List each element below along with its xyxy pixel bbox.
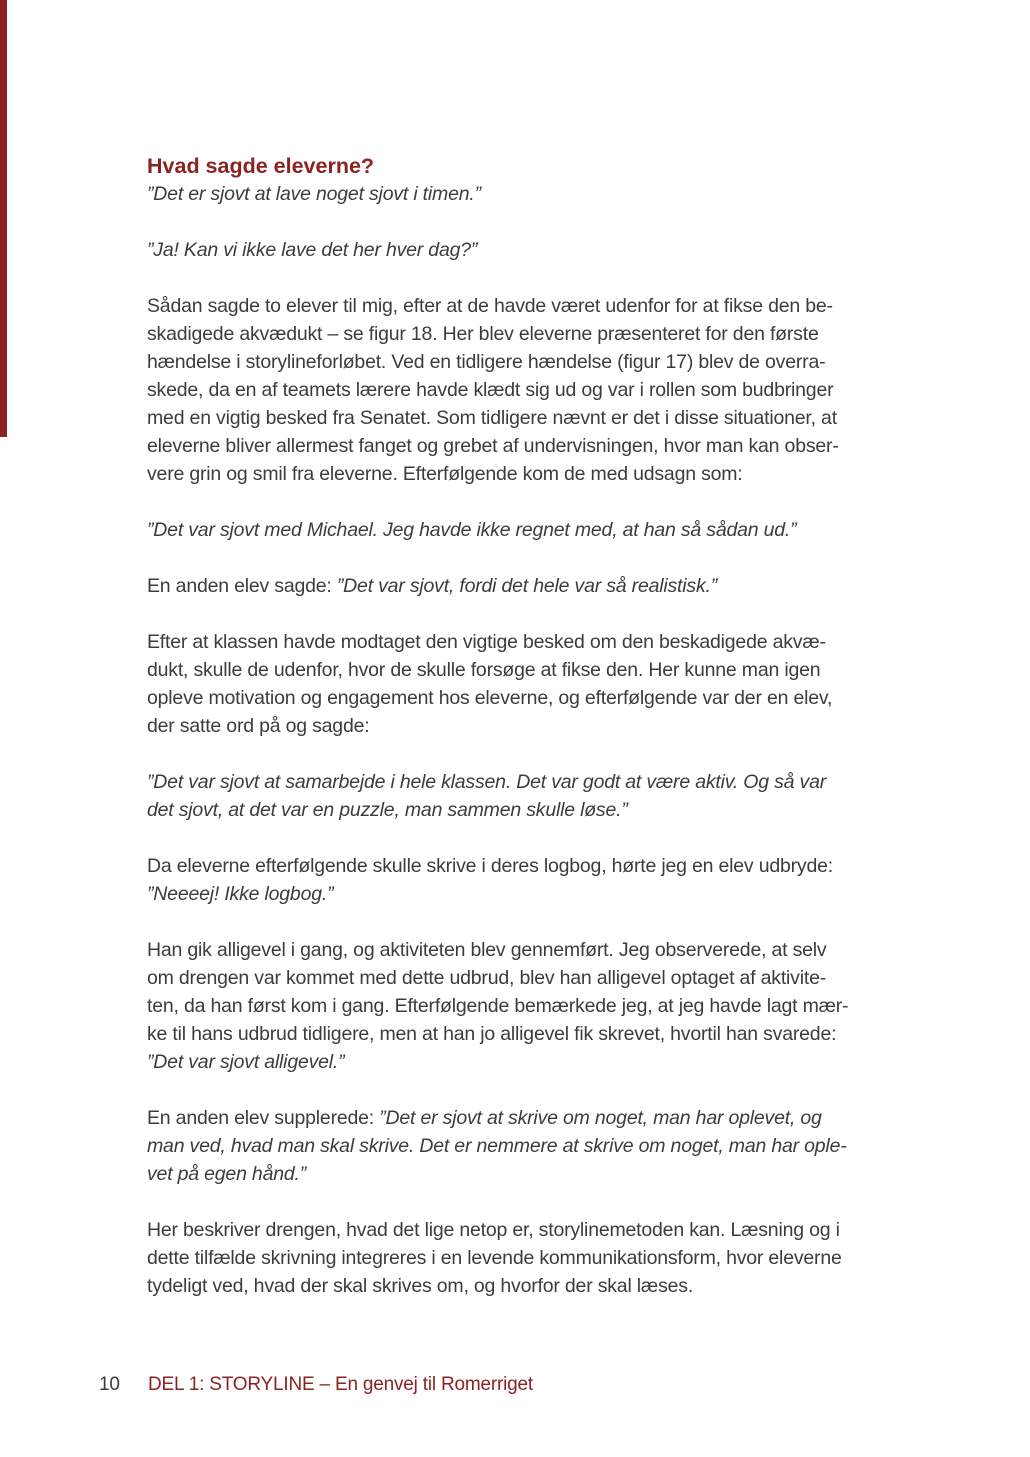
- paragraph-line: Da eleverne efterfølgende skulle skrive i deres logbog, hørte jeg en elev udbryde:: [147, 855, 833, 877]
- paragraph-line: Efter at klassen havde modtaget den vigtige besked om den beskadigede akvæ-: [147, 631, 826, 653]
- quote-lead-text: En anden elev sagde:: [147, 575, 337, 597]
- paragraph-line: opleve motivation og engagement hos eleverne, og efterfølgende var der en elev,: [147, 687, 833, 709]
- paragraph-line: der satte ord på og sagde:: [147, 715, 370, 737]
- pupil-quote-3: ”Det var sjovt med Michael. Jeg havde ikke regnet med, at han så sådan ud.”: [147, 519, 797, 541]
- paragraph-3: [147, 936, 887, 1076]
- paragraph-4: [147, 1216, 887, 1300]
- paragraph-line: vere grin og smil fra eleverne. Efterfølgende kom de med udsagn som:: [147, 463, 743, 485]
- pupil-quote-1: ”Det er sjovt at lave noget sjovt i timen.”: [147, 183, 481, 205]
- paragraph-line: dukt, skulle de udenfor, hvor de skulle forsøge at fikse den. Her kunne man igen: [147, 659, 821, 681]
- paragraph-line: skede, da en af teamets lærere havde klædt sig ud og var i rollen som budbringer: [147, 379, 834, 401]
- paragraph-line: med en vigtig besked fra Senatet. Som tidligere nævnt er det i disse situationer, at: [147, 407, 837, 429]
- paragraph-line: skadigede akvædukt – se figur 18. Her blev eleverne præsenteret for den første: [147, 323, 819, 345]
- footer-running-title: DEL 1: STORYLINE – En genvej til Romerriget: [148, 1374, 533, 1395]
- quote-line: det sjovt, at det var en puzzle, man sammen skulle løse.”: [147, 799, 628, 821]
- quote-lead-text: En anden elev supplerede:: [147, 1107, 380, 1129]
- quote-italic-text: ”Det var sjovt, fordi det hele var så realistisk.”: [336, 575, 718, 597]
- paragraph-logbog: [147, 852, 887, 908]
- pupil-quote-4-with-lead: [147, 572, 887, 600]
- accent-bar: [0, 0, 7, 437]
- paragraph-line: om drengen var kommet med dette udbrud, blev han alligevel optaget af aktivite-: [147, 967, 827, 989]
- paragraph-2: [147, 628, 887, 740]
- paragraph-line: ke til hans udbrud tidligere, men at han jo alligevel fik skrevet, hvortil han svarede:: [147, 1023, 837, 1045]
- pupil-quote-2: ”Ja! Kan vi ikke lave det her hver dag?”: [147, 239, 478, 261]
- page-content: [147, 152, 887, 1300]
- quote-line: ”Det var sjovt at samarbejde i hele klassen. Det var godt at være aktiv. Og så var: [147, 771, 827, 793]
- paragraph-line: Her beskriver drengen, hvad det lige netop er, storylinemetoden kan. Læsning og i: [147, 1219, 840, 1241]
- quote-italic-text: ”Det er sjovt at skrive om noget, man har oplevet, og: [379, 1107, 822, 1129]
- quote-line: ”Neeeej! Ikke logbog.”: [147, 883, 334, 905]
- mixed-line: [147, 1104, 887, 1132]
- paragraph-line: eleverne bliver allermest fanget og grebet af undervisningen, hvor man kan obser-: [147, 435, 839, 457]
- paragraph-line: tydeligt ved, hvad der skal skrives om, og hvorfor der skal læses.: [147, 1275, 694, 1297]
- paragraph-line: ten, da han først kom i gang. Efterfølgende bemærkede jeg, at jeg havde lagt mær-: [147, 995, 849, 1017]
- section-heading: Hvad sagde eleverne?: [147, 154, 375, 178]
- paragraph-line: Han gik alligevel i gang, og aktiviteten blev gennemført. Jeg observerede, at selv: [147, 939, 827, 961]
- page-number: 10: [99, 1374, 120, 1395]
- paragraph-supplerede: [147, 1104, 887, 1188]
- paragraph-1: [147, 292, 887, 488]
- quote-line: ”Det var sjovt alligevel.”: [147, 1051, 345, 1073]
- paragraph-line: dette tilfælde skrivning integreres i en levende kommunikationsform, hvor eleverne: [147, 1247, 842, 1269]
- paragraph-line: Sådan sagde to elever til mig, efter at de havde været udenfor for at fikse den be-: [147, 295, 833, 317]
- quote-line: vet på egen hånd.”: [147, 1163, 307, 1185]
- pupil-quote-5: [147, 768, 887, 824]
- paragraph-line: hændelse i storylineforløbet. Ved en tidligere hændelse (figur 17) blev de overra-: [147, 351, 826, 373]
- quote-line: man ved, hvad man skal skrive. Det er nemmere at skrive om noget, man har ople-: [147, 1135, 847, 1157]
